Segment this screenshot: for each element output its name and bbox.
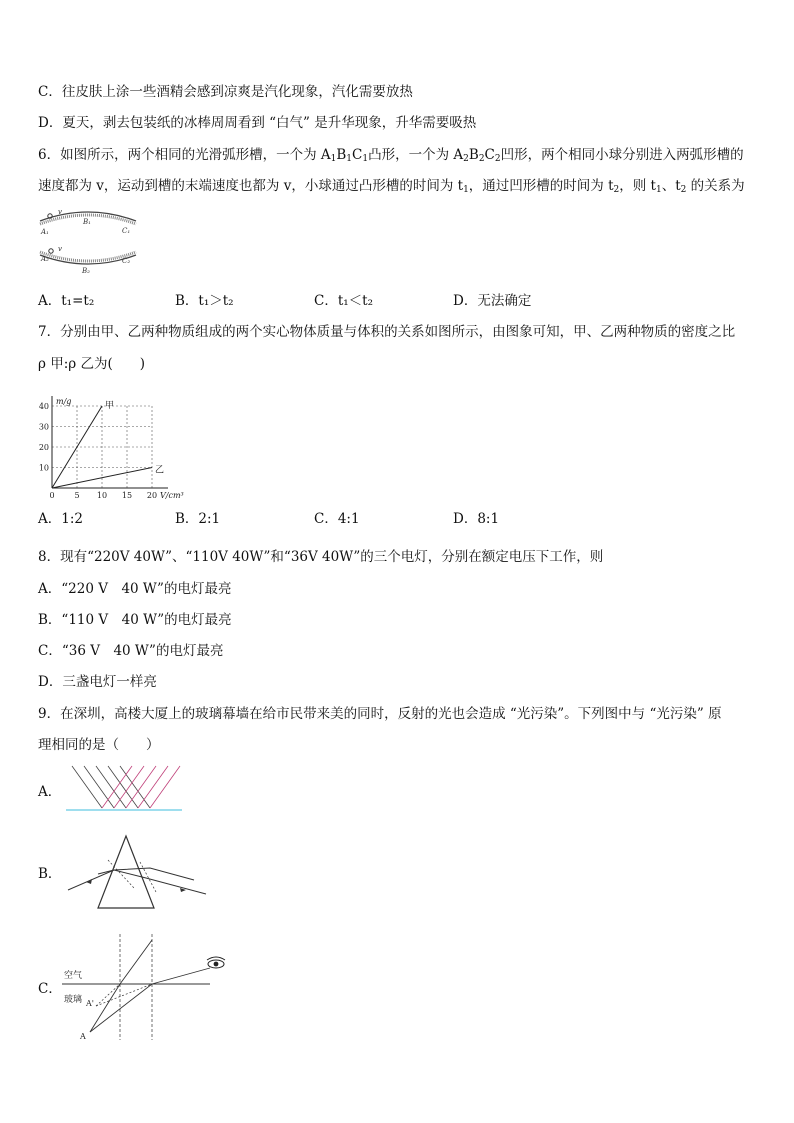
q7-option-c: C．4:1 <box>314 511 360 527</box>
q9-option-a-label: A． <box>38 784 62 800</box>
q9-stem-line2: 理相同的是（ ） <box>38 737 160 753</box>
q8-option-d: D．三盏电灯一样亮 <box>38 674 157 690</box>
label-c1: C₁ <box>122 227 131 235</box>
label-a2: A₂ <box>41 255 49 263</box>
q8-option-c: C．“36 V 40 W”的电灯最亮 <box>38 643 224 659</box>
q9-prism-figure <box>64 832 210 912</box>
q8-option-b: B．“110 V 40 W”的电灯最亮 <box>38 612 232 628</box>
label-v1: v <box>58 208 62 216</box>
q6-stem-line2: 速度都为 v，运动到槽的末端速度也都为 v，小球通过凸形槽的时间为 $t_1$，通过凹形槽的时间为 $t_2$，则 $t_1$、$t_2$ 的关系为 <box>38 178 745 195</box>
q6-option-b: B．t₁＞t₂ <box>175 293 234 309</box>
glass-label: 玻璃 <box>64 995 83 1005</box>
eye-icon <box>207 957 225 968</box>
q6-groove-figure <box>36 205 140 277</box>
q8-option-a: A．“220 V 40 W”的电灯最亮 <box>38 581 232 597</box>
series-label-1: 甲 <box>105 401 115 411</box>
x-tick-label: 20 <box>146 491 158 500</box>
ball-bottom <box>49 249 53 253</box>
q9-option-c-label: C． <box>38 981 62 997</box>
point-a-label: A <box>80 1032 86 1041</box>
q9-stem-line1: 9．在深圳，高楼大厦上的玻璃幕墙在给市民带来美的同时，反射的光也会造成 “光污染”。下列图中与 “光污染” 原 <box>38 706 722 722</box>
y-tick-label: 40 <box>38 402 49 411</box>
q7-stem-line1: 7．分别由甲、乙两种物质组成的两个实心物体质量与体积的关系如图所示，由图象可知，甲、乙两种物质的密度之比 <box>38 324 736 340</box>
y-tick-label: 20 <box>38 443 49 452</box>
x-axis-label: V/cm³ <box>160 491 184 500</box>
q5-option-c: C．往皮肤上涂一些酒精会感到凉爽是汽化现象，汽化需要放热 <box>38 84 413 100</box>
air-label: 空气 <box>64 971 83 981</box>
x-tick-label: 5 <box>74 491 80 500</box>
q7-option-d: D．8:1 <box>453 511 500 527</box>
q6-option-d: D．无法确定 <box>453 293 532 309</box>
q6-option-c: C．t₁＜t₂ <box>314 293 374 309</box>
x-tick-label: 15 <box>121 491 133 500</box>
point-a-prime-label: A' <box>86 999 94 1008</box>
label-v2: v <box>58 245 62 253</box>
q9-refraction-figure <box>60 932 232 1044</box>
label-a1: A₁ <box>41 228 49 236</box>
label-c2: C₂ <box>122 257 131 265</box>
x-tick-label: 0 <box>49 491 55 500</box>
q6-stem-line1: 6．如图所示，两个相同的光滑弧形槽，一个为 $A_1B_1C_1$凸形，一个为 $A_2B_2C_2$凹形，两个相同小球分别进入两弧形槽的 <box>38 147 744 164</box>
x-tick-label: 10 <box>96 491 108 500</box>
q9-option-b-label: B． <box>38 866 62 882</box>
series-label-2: 乙 <box>155 465 165 476</box>
q8-stem: 8．现有“220V 40W”、“110V 40W”和“36V 40W”的三个电灯，分别在额定电压下工作，则 <box>38 549 604 565</box>
q7-mass-volume-chart <box>30 388 190 500</box>
label-b2: B₂ <box>82 267 90 275</box>
q9-diffuse-reflection-figure <box>64 762 184 814</box>
y-axis-label: m/g <box>56 397 72 406</box>
q7-option-a: A．1:2 <box>38 511 83 527</box>
q7-stem-line2: ρ 甲:ρ 乙为( ) <box>38 356 146 372</box>
q7-option-b: B．2:1 <box>175 511 221 527</box>
q5-option-d: D．夏天，剥去包装纸的冰棒周周看到 “白气” 是升华现象，升华需要吸热 <box>38 115 477 131</box>
y-tick-label: 10 <box>38 463 49 473</box>
q6-option-a: A．t₁=t₂ <box>38 293 95 309</box>
y-tick-label: 30 <box>38 422 49 432</box>
label-b1: B₁ <box>83 218 91 226</box>
